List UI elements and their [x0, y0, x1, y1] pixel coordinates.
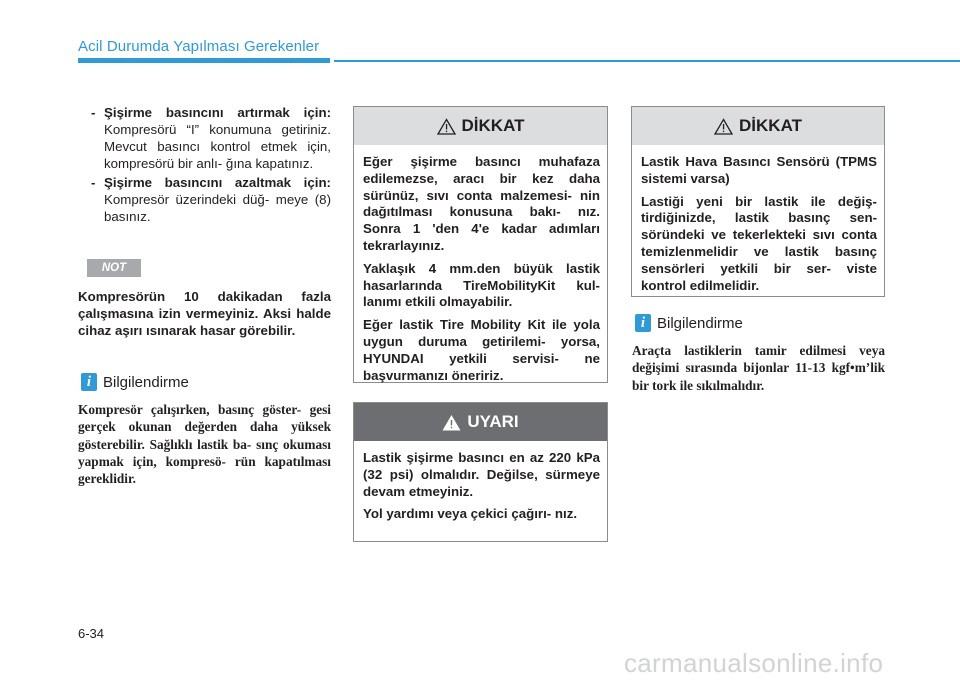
warning-triangle-icon	[442, 414, 461, 431]
warning-title: UYARI	[467, 412, 519, 431]
caution-paragraph: Lastik Hava Basıncı Sensörü (TPMS sistemi varsa)	[641, 154, 877, 186]
caution-triangle-icon	[437, 118, 456, 135]
header-rule	[334, 60, 960, 62]
warning-body	[354, 441, 607, 523]
list-item-text: Kompresör üzerindeki düğ- meye (8) basınız.	[104, 192, 331, 224]
warning-paragraph: Yol yardımı veya çekici çağırı- nız.	[363, 506, 578, 522]
caution-body	[632, 145, 884, 294]
info-title: Bilgilendirme	[657, 314, 743, 332]
caution-triangle-icon	[714, 118, 733, 135]
list-dash: -	[91, 105, 96, 120]
caution-title: DİKKAT	[461, 116, 525, 135]
caution-paragraph: Yaklaşık 4 mm.den büyük lastik hasarlarında TireMobilityKit kul- lanımı etkili olmayabilir.	[363, 260, 600, 310]
page-number: 6-34	[78, 626, 105, 641]
watermark: carmanualsonline.info	[624, 648, 884, 678]
list-item-lead: Şişirme basıncını artırmak için:	[104, 105, 331, 120]
caution-header	[632, 107, 884, 145]
caution-box	[353, 106, 608, 383]
note-text: Kompresörün 10 dakikadan fazla çalışmasına izin vermeyiniz. Aksi halde cihaz aşırı ısınarak hasar görebilir.	[78, 289, 331, 338]
caution-body	[354, 145, 607, 384]
info-icon: i	[81, 373, 97, 391]
info-title: Bilgilendirme	[103, 373, 189, 391]
warning-box	[353, 402, 608, 542]
info-text: Kompresör çalışırken, basınç göster- gesi gerçek okunan değerden daha yüksek gösterebilir. Sağlıklı lastik ba- sınç okuması yapmak için, kompresö- rün kapatılması gereklidir.	[78, 402, 331, 487]
caution-paragraph: Lastiği yeni bir lastik ile değiş- tirdiğinizde, lastik basınç sen- söründeki ve tekerlekteki sıvı conta temizlenmelidir ve lastik basınç sensörleri yetkili bir ser- viste kontrol edilmelidir.	[641, 193, 877, 293]
info-text: Araçta lastiklerin tamir edilmesi veya değişimi sırasında bijonlar 11-13 kgf•m’lik bir tork ile sıkılmalıdır.	[632, 343, 885, 393]
list-item	[82, 104, 331, 172]
list-item-text: Kompresörü “I” konumuna getiriniz. Mevcut basıncı kontrol etmek için, kompresörü bir anlı- ğına kapatınız.	[104, 122, 331, 171]
info-heading	[635, 314, 743, 332]
caution-box-tpms	[631, 106, 885, 297]
list-item-lead: Şişirme basıncını azaltmak için:	[104, 175, 331, 190]
caution-paragraph: Eğer şişirme basıncı muhafaza edilemezse, aracı bir kez daha sürünüz, sıvı conta malzemesi- nin dağıtılması konusuna bakı- nız. Sonra 1 'den 4'e kadar adımları tekrarlayınız.	[363, 154, 600, 253]
column-1	[82, 104, 331, 225]
warning-header	[354, 403, 607, 441]
caution-header	[354, 107, 607, 145]
note-badge: NOT	[87, 259, 141, 277]
warning-paragraph: Lastik şişirme basıncı en az 220 kPa (32 psi) olmalıdır. Değilse, sürmeye devam etmeyiniz.	[363, 450, 600, 499]
info-icon: i	[635, 314, 651, 332]
info-heading	[81, 373, 189, 391]
header-rule-accent	[78, 58, 330, 63]
section-title: Acil Durumda Yapılması Gerekenler	[78, 38, 320, 55]
list-dash: -	[91, 175, 96, 190]
caution-paragraph: Eğer lastik Tire Mobility Kit ile yola uygun duruma getirilemi- yorsa, HYUNDAI yetkili servisi- ne başvurmanızı öneririz.	[363, 317, 600, 383]
list-item	[82, 174, 331, 225]
caution-title: DİKKAT	[739, 116, 802, 135]
